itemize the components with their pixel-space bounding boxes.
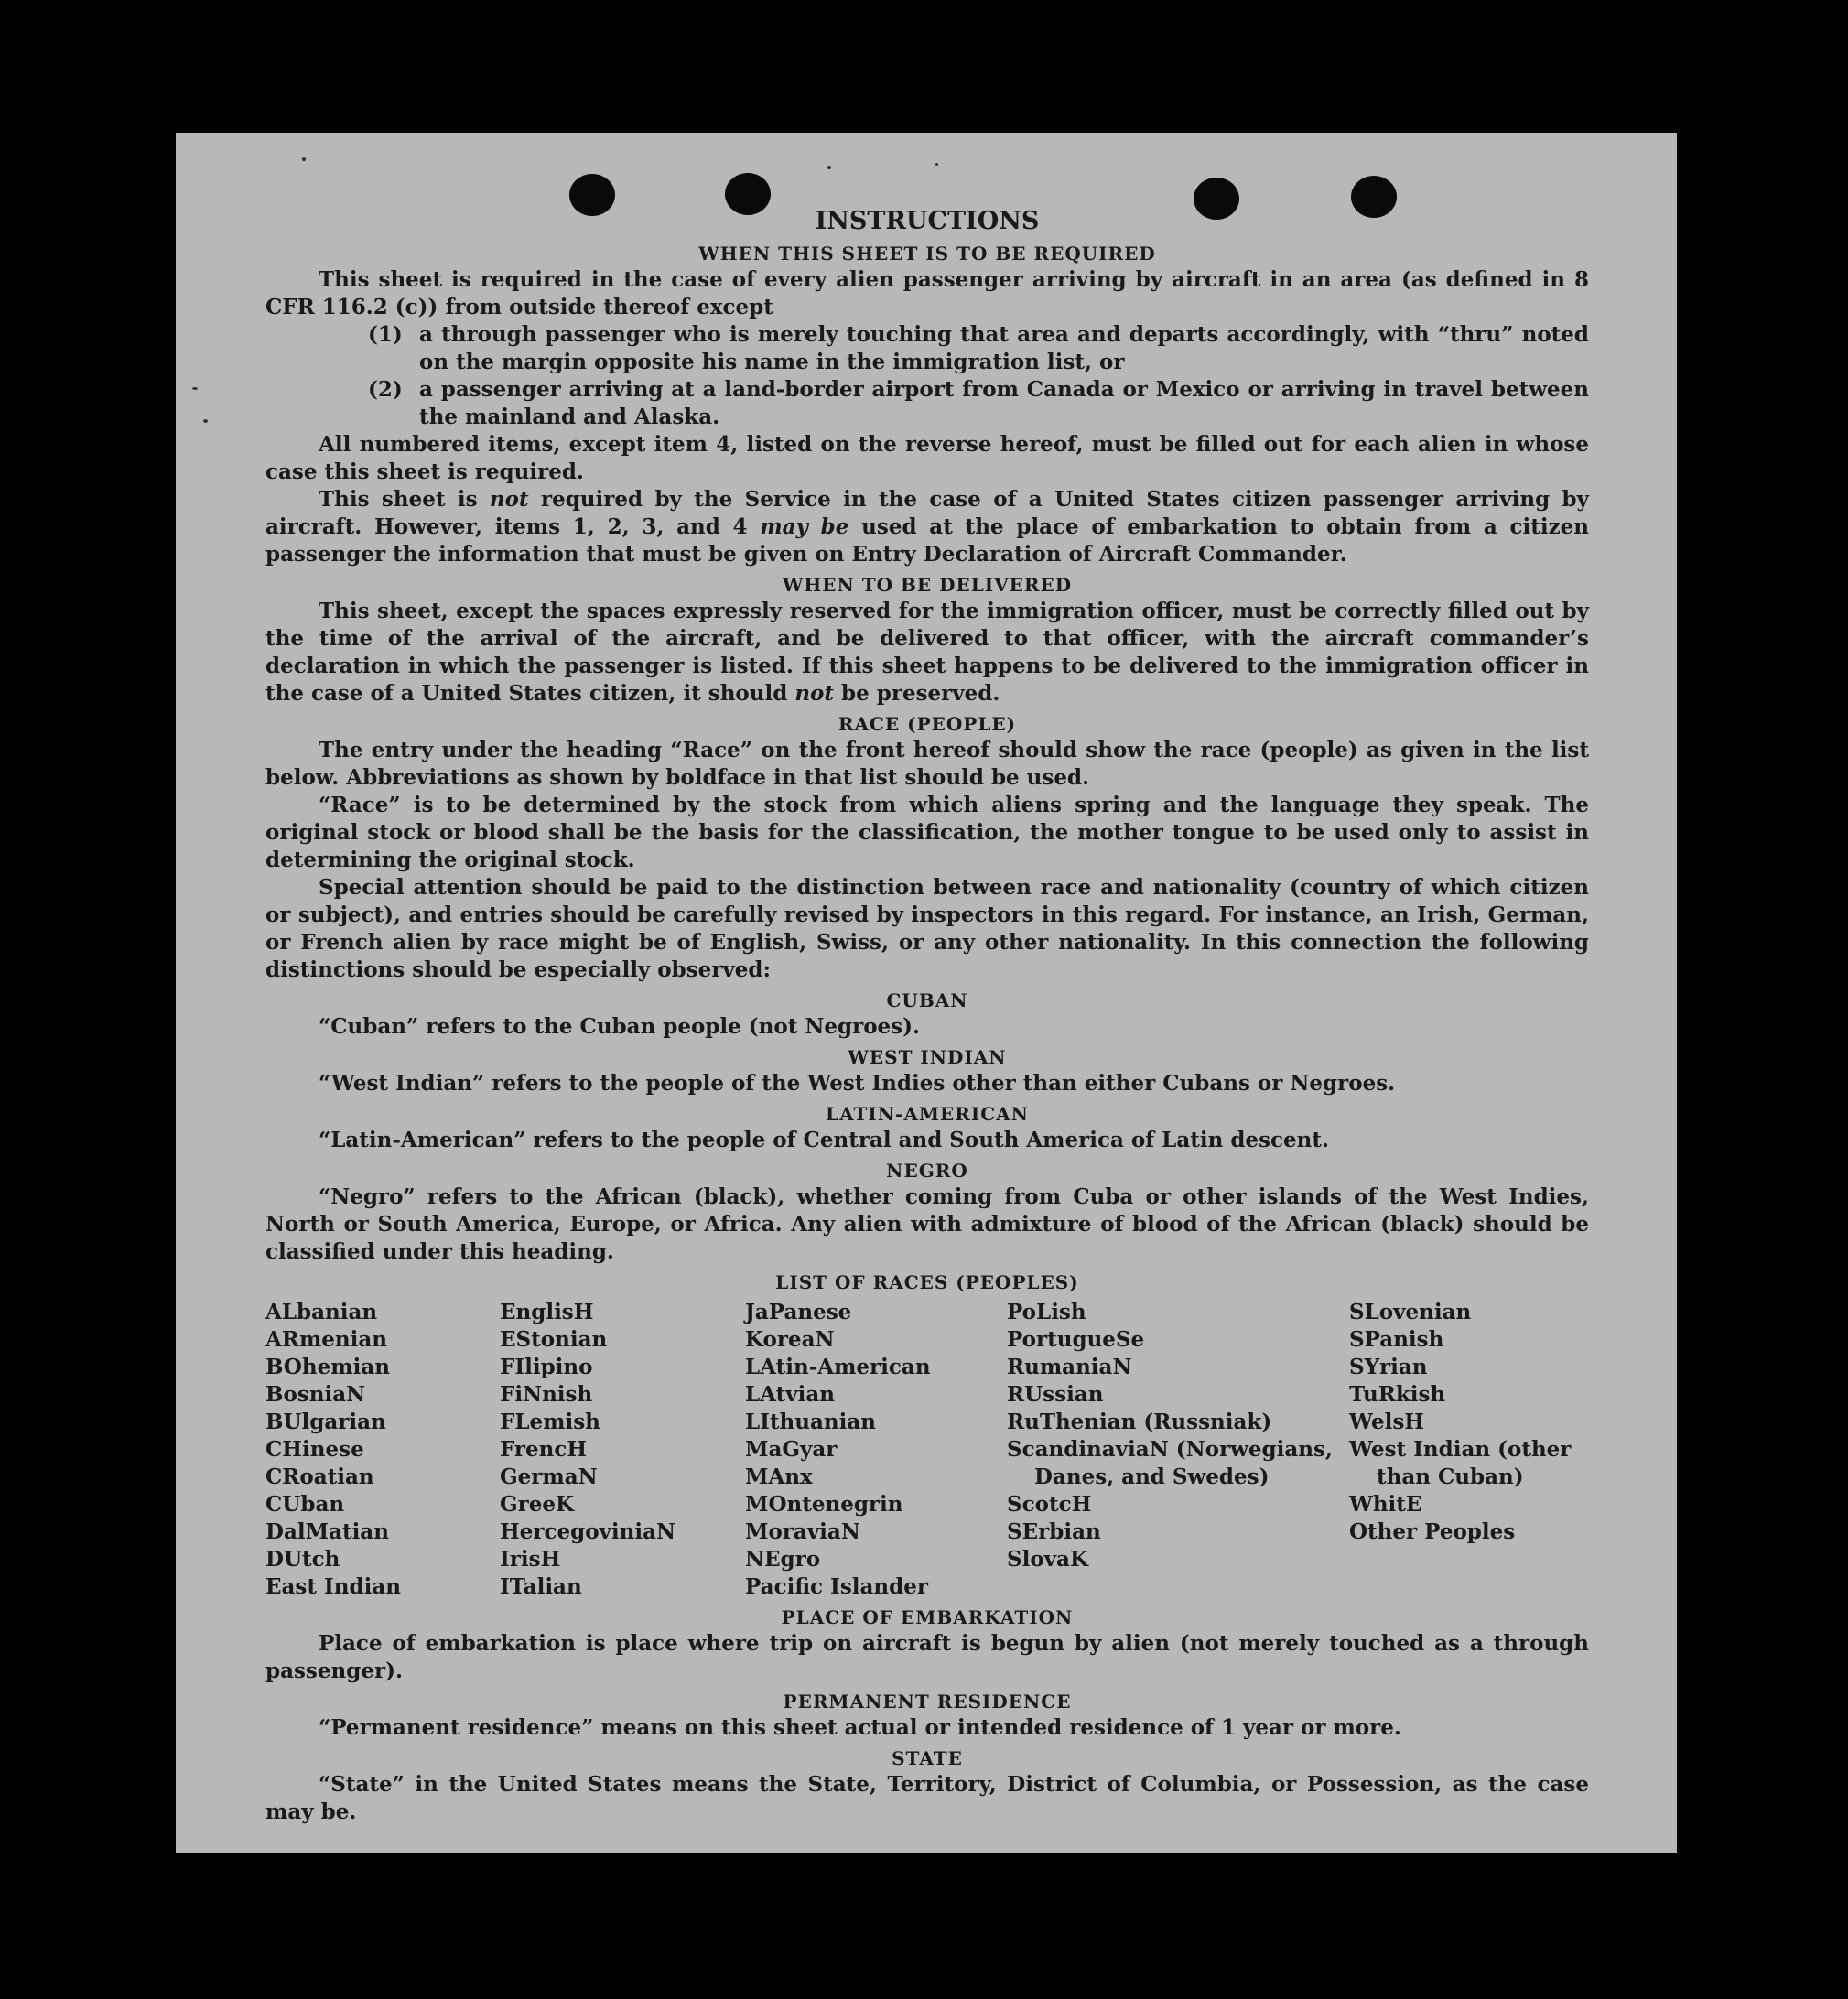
race-entry: East Indian	[265, 1574, 401, 1599]
race-entry: WelsH	[1349, 1410, 1425, 1434]
races-list	[265, 1299, 1589, 1601]
delivered-text: This sheet, except the spaces expressly reserved for the immigration officer, must be correctly filled out by the time of the arrival of the aircraft, and be delivered to that officer, with the aircraft commander’s declaration in which the passenger is listed. If this sheet happens to be delivered to the immigration officer in the case of a United States citizen, it should not be preserved.	[265, 599, 1589, 706]
speck	[192, 387, 198, 390]
race-entry: SPanish	[1349, 1327, 1444, 1352]
race-entry: MAnx	[745, 1464, 813, 1489]
race-entry: MOntenegrin	[745, 1492, 903, 1517]
race-entry: ITalian	[500, 1574, 582, 1599]
page-title: INSTRUCTIONS	[815, 207, 1040, 235]
race-entry: PoLish	[1007, 1300, 1086, 1324]
item-text: a through passenger who is merely touching that area and departs accordingly, with “thru” noted on the margin opposite his name in the immigration list, or	[419, 322, 1589, 374]
race-entry: LAtvian	[745, 1382, 835, 1407]
race-entry: BOhemian	[265, 1355, 390, 1379]
latin-american-text: “Latin-American” refers to the people of Central and South America of Latin descent.	[319, 1128, 1329, 1152]
exception-item	[368, 376, 1589, 431]
list-of-races-heading: LIST OF RACES (PEOPLES)	[775, 1271, 1079, 1293]
state-text: “State” in the United States means the State, Territory, District of Columbia, or Possession, as the case may be.	[265, 1772, 1589, 1824]
race-entry: FLemish	[500, 1410, 600, 1434]
race-entry: FiNnish	[500, 1382, 593, 1407]
speck	[203, 419, 208, 423]
race-entry: IrisH	[500, 1547, 561, 1572]
race-entry: RUssian	[1007, 1382, 1104, 1407]
race-entry: West Indian (other than Cuban)	[1349, 1437, 1572, 1489]
races-column-3	[745, 1299, 1007, 1601]
race-entry: ScandinaviaN (Norwegians, Danes, and Swedes)	[1007, 1437, 1333, 1489]
race-entry: ALbanian	[265, 1300, 378, 1324]
race-para-1: The entry under the heading “Race” on the front hereof should show the race (people) as given in the list below. Abbreviations as shown by boldface in that list should be used.	[265, 738, 1589, 790]
section-heading-state: STATE	[892, 1747, 963, 1769]
instructions-content	[265, 206, 1589, 1826]
races-column-1	[265, 1299, 500, 1601]
required-para-citizen: This sheet is not required by the Service in the case of a United States citizen passenger arriving by aircraft. However, items 1, 2, 3, and 4 may be used at the place of embarkation to obtain from a citizen passenger the information that must be given on Entry Declaration of Aircraft Commander.	[265, 487, 1590, 567]
race-entry: CRoatian	[265, 1464, 374, 1489]
cuban-text: “Cuban” refers to the Cuban people (not Negroes).	[319, 1014, 921, 1039]
race-entry: FIlipino	[500, 1355, 593, 1379]
race-para-2: “Race” is to be determined by the stock from which aliens spring and the language they speak. The original stock or blood shall be the basis for the classification, the mother tongue to be used only to assist in determining the original stock.	[265, 793, 1589, 872]
race-entry: GermaN	[500, 1464, 598, 1489]
race-entry: MaGyar	[745, 1437, 838, 1462]
section-heading-race: RACE (PEOPLE)	[838, 713, 1017, 735]
section-heading-negro: NEGRO	[886, 1160, 968, 1182]
race-entry: DUtch	[265, 1547, 340, 1572]
item-text: a passenger arriving at a land-border airport from Canada or Mexico or arriving in travel between the mainland and Alaska.	[419, 377, 1589, 429]
race-entry: EStonian	[500, 1327, 608, 1352]
races-column-2	[500, 1299, 745, 1601]
race-entry: HercegoviniaN	[500, 1519, 676, 1544]
section-heading-residence: PERMANENT RESIDENCE	[783, 1691, 1072, 1713]
race-entry: Pacific Islander	[745, 1574, 928, 1599]
race-entry: WhitE	[1349, 1492, 1422, 1517]
race-entry: Other Peoples	[1349, 1519, 1516, 1544]
document-sheet	[176, 133, 1677, 1853]
race-entry: NEgro	[745, 1547, 821, 1572]
residence-text: “Permanent residence” means on this sheet actual or intended residence of 1 year or more.	[319, 1715, 1401, 1740]
section-heading-latin-american: LATIN-AMERICAN	[826, 1103, 1029, 1125]
race-entry: SlovaK	[1007, 1547, 1088, 1572]
race-entry: LAtin-American	[745, 1355, 931, 1379]
race-entry: SErbian	[1007, 1519, 1101, 1544]
embarkation-text: Place of embarkation is place where trip on aircraft is begun by alien (not merely touched as a through passenger).	[265, 1631, 1589, 1683]
item-number: (1)	[368, 322, 403, 347]
speck	[302, 157, 306, 161]
section-heading-embarkation: PLACE OF EMBARKATION	[781, 1606, 1074, 1628]
race-entry: JaPanese	[745, 1300, 852, 1324]
speck	[827, 166, 831, 169]
required-intro: This sheet is required in the case of every alien passenger arriving by aircraft in an area (as defined in 8 CFR 116.2 (c)) from outside thereof except	[265, 267, 1589, 319]
section-heading-cuban: CUBAN	[886, 989, 968, 1011]
race-entry: ARmenian	[265, 1327, 388, 1352]
race-entry: PortugueSe	[1007, 1327, 1145, 1352]
race-entry: MoraviaN	[745, 1519, 860, 1544]
race-para-3: Special attention should be paid to the distinction between race and nationality (country of which citizen or subject), and entries should be carefully revised by inspectors in this regard. For instance, an Irish, German, or French alien by race might be of English, Swiss, or any other nationality. In this connection the following distinctions should be especially observed:	[265, 875, 1589, 982]
speck	[935, 163, 938, 166]
race-entry: SYrian	[1349, 1355, 1428, 1379]
section-heading-required: WHEN THIS SHEET IS TO BE REQUIRED	[698, 243, 1156, 265]
race-entry: DalMatian	[265, 1519, 389, 1544]
race-entry: RumaniaN	[1007, 1355, 1132, 1379]
required-para-numbered-items: All numbered items, except item 4, listed on the reverse hereof, must be filled out for each alien in whose case this sheet is required.	[265, 432, 1589, 484]
races-column-4	[1007, 1299, 1349, 1601]
race-entry: ScotcH	[1007, 1492, 1092, 1517]
west-indian-text: “West Indian” refers to the people of the West Indies other than either Cubans or Negroes.	[319, 1071, 1396, 1096]
race-entry: BosniaN	[265, 1382, 366, 1407]
negro-text: “Negro” refers to the African (black), whether coming from Cuba or other islands of the West Indies, North or South America, Europe, or Africa. Any alien with admixture of blood of the African (black) should be classified under this heading.	[265, 1184, 1589, 1264]
race-entry: BUlgarian	[265, 1410, 386, 1434]
item-number: (2)	[368, 377, 403, 402]
races-column-5	[1349, 1299, 1589, 1601]
section-heading-delivered: WHEN TO BE DELIVERED	[782, 574, 1073, 596]
race-entry: LIthuanian	[745, 1410, 876, 1434]
race-entry: EnglisH	[500, 1300, 594, 1324]
race-entry: CHinese	[265, 1437, 364, 1462]
section-heading-west-indian: WEST INDIAN	[848, 1046, 1007, 1068]
race-entry: CUban	[265, 1492, 345, 1517]
race-entry: FrencH	[500, 1437, 588, 1462]
race-entry: GreeK	[500, 1492, 575, 1517]
race-entry: RuThenian (Russniak)	[1007, 1410, 1272, 1434]
race-entry: TuRkish	[1349, 1382, 1446, 1407]
race-entry: KoreaN	[745, 1327, 835, 1352]
race-entry: SLovenian	[1349, 1300, 1472, 1324]
exception-item	[368, 321, 1589, 376]
